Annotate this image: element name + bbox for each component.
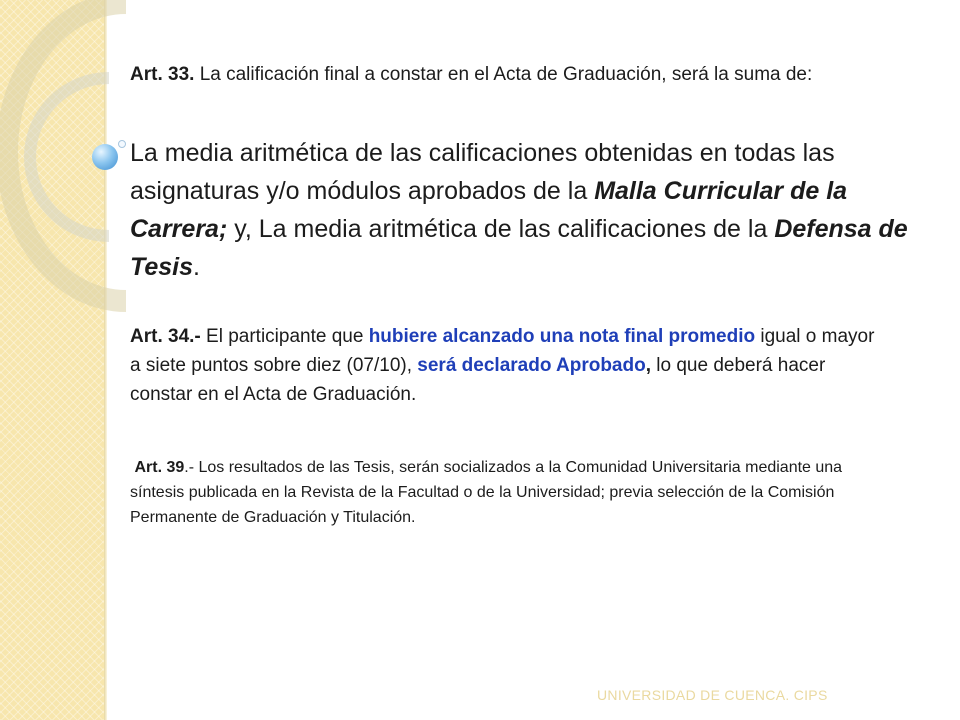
- small-bubble-icon: [118, 140, 126, 148]
- media-text-3: y, La media aritmética de las calificaciones de la: [227, 215, 775, 243]
- art39-text: .- Los resultados de las Tesis, serán socializados a la Comunidad Universitaria mediante una síntesis publicada en la Revista de la Facultad o de la Universidad; previa selección de la Comisión Permanente de Graduación y Titulación.: [130, 459, 843, 526]
- art34-text-2: igual o mayor a siete puntos sobre diez (07/10),: [130, 326, 875, 376]
- bullet-bubble-icon: [92, 144, 118, 170]
- art33-label: Art. 33.: [130, 64, 195, 85]
- art39-label: Art. 39: [134, 459, 185, 476]
- media-text-1: La media aritmética de las calificaciones obtenidas en todas las asignaturas y/o módulos aprobados de la: [130, 139, 835, 205]
- art39-paragraph: [130, 455, 900, 530]
- art34-highlight-aprobado: será declarado Aprobado: [417, 355, 646, 376]
- footer-institution: UNIVERSIDAD DE CUENCA. CIPS: [597, 687, 828, 703]
- art34-label: Art. 34.-: [130, 326, 201, 347]
- art33-text: La calificación final a constar en el Acta de Graduación, será la suma de:: [194, 64, 813, 85]
- media-paragraph: [130, 134, 910, 286]
- art34-paragraph: [130, 322, 890, 409]
- malla-curricular-emphasis: Malla Curricular de la Carrera;: [130, 177, 848, 243]
- art34-comma: ,: [645, 355, 651, 376]
- media-text-5: .: [193, 253, 200, 281]
- defensa-tesis-emphasis: Defensa de Tesis: [130, 215, 908, 281]
- art34-text-4: lo que deberá hacer constar en el Acta de Graduación.: [130, 355, 826, 405]
- art34-highlight-nota: hubiere alcanzado una nota final promedio: [368, 326, 756, 347]
- art34-text-1: El participante que: [200, 326, 369, 347]
- art33-paragraph: [130, 60, 890, 89]
